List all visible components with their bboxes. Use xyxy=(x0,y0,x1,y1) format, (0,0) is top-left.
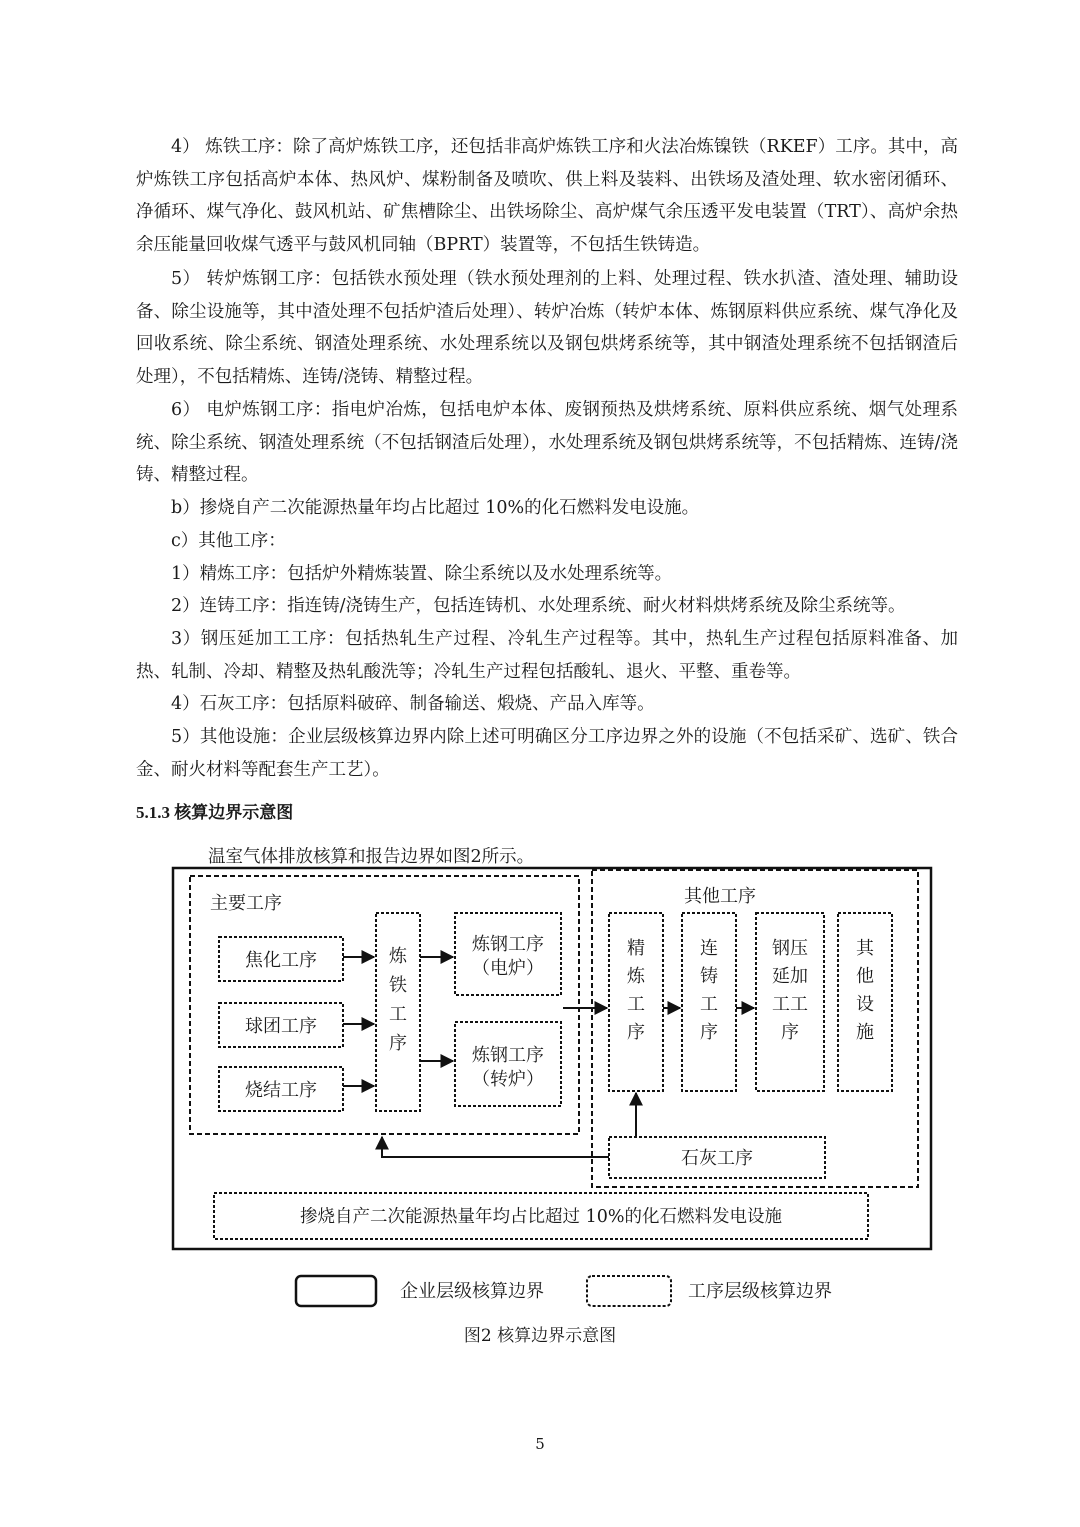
paragraph-bof-steelmaking: 5） 转炉炼钢工序：包括铁水预处理（铁水预处理剂的上料、处理过程、铁水扒渣、渣处理、辅助设备、除尘设施等，其中渣处理不包括炉渣后处理）、转炉冶炼（转炉本体、炼钢原料供应系统、煤气净化及回收系统、除尘系统、钢渣处理系统、水处理系统以及钢包烘烤系统等，其中钢渣处理系统不包括钢渣后处理），不包括精炼、连铸/浇铸、精整过程。 xyxy=(136,269,958,387)
legend-enterprise-label: 企业层级核算边界 xyxy=(400,1281,544,1302)
arrow-lime-to-main-group xyxy=(382,1137,609,1157)
diagram-intro: 温室气体排放核算和报告边界如图2所示。 xyxy=(208,847,535,867)
rolling-line: 延加 xyxy=(772,966,808,987)
ironmaking-char: 序 xyxy=(389,1033,407,1054)
bof-label-line2: （转炉） xyxy=(472,1069,544,1090)
pellet-label: 球团工序 xyxy=(245,1016,317,1037)
section-title: 5.1.3 核算边界示意图 xyxy=(136,803,294,822)
other-facilities-char: 他 xyxy=(856,966,874,987)
paragraph-rolling: 3）钢压延加工工序：包括热轧生产过程、冷轧生产过程等。其中，热轧生产过程包括原料准备、加热、轧制、冷却、精整及热轧酸洗等；冷轧生产过程包括酸轧、退火、平整、重卷等。 xyxy=(136,629,958,682)
paragraph-casting: 2）连铸工序：指连铸/浇铸生产，包括连铸机、水处理系统、耐火材料烘烤系统及除尘系统等。 xyxy=(171,596,906,616)
casting-char: 序 xyxy=(700,1022,718,1043)
casting-char: 连 xyxy=(700,938,718,959)
page-number: 5 xyxy=(535,1435,545,1453)
ironmaking-char: 工 xyxy=(389,1004,407,1025)
legend-enterprise-swatch xyxy=(296,1276,376,1306)
main-group-label: 主要工序 xyxy=(210,893,282,914)
casting-char: 工 xyxy=(700,994,718,1015)
paragraph-power-facility: b）掺烧自产二次能源热量年均占比超过 10%的化石燃料发电设施。 xyxy=(171,498,700,518)
legend-process-swatch xyxy=(587,1276,671,1306)
other-facilities-char: 设 xyxy=(856,994,874,1015)
refining-char: 炼 xyxy=(627,966,645,987)
paragraph-refining: 1）精炼工序：包括炉外精炼装置、除尘系统以及水处理系统等。 xyxy=(171,564,673,584)
figure-caption: 图2 核算边界示意图 xyxy=(463,1326,617,1346)
refining-char: 序 xyxy=(627,1022,645,1043)
paragraph-lime: 4）石灰工序：包括原料破碎、制备输送、煅烧、产品入库等。 xyxy=(171,694,655,714)
power-facility-label: 掺烧自产二次能源热量年均占比超过 10%的化石燃料发电设施 xyxy=(300,1207,782,1227)
paragraph-other-facilities: 5）其他设施：企业层级核算边界内除上述可明确区分工序边界之外的设施（不包括采矿、选矿、铁合金、耐火材料等配套生产工艺）。 xyxy=(136,727,958,780)
bof-label-line1: 炼钢工序 xyxy=(472,1045,544,1066)
lime-label: 石灰工序 xyxy=(681,1148,753,1169)
other-facilities-char: 其 xyxy=(856,938,874,959)
refining-char: 工 xyxy=(627,994,645,1015)
rolling-line: 工工 xyxy=(772,994,808,1015)
paragraph-eaf-steelmaking: 6） 电炉炼钢工序：指电炉冶炼，包括电炉本体、废钢预热及烘烤系统、原料供应系统、烟气处理系统、除尘系统、钢渣处理系统（不包括钢渣后处理），水处理系统及钢包烘烤系统等，不包括精炼、连铸/浇铸、精整过程。 xyxy=(136,400,958,485)
paragraph-ironmaking: 4） 炼铁工序：除了高炉炼铁工序，还包括非高炉炼铁工序和火法冶炼镍铁（RKEF）工序。其中，高炉炼铁工序包括高炉本体、热风炉、煤粉制备及喷吹、供上料及装料、出铁场及渣处理、软水密闭循环、净循环、煤气净化、鼓风机站、矿焦槽除尘、出铁场除尘、高炉煤气余压透平发电装置（TRT）、高炉余热余压能量回收煤气透平与鼓风机同轴（BPRT）装置等，不包括生铁铸造。 xyxy=(136,137,958,255)
other-group-label: 其他工序 xyxy=(684,886,756,907)
eaf-label-line2: （电炉） xyxy=(472,958,544,979)
ironmaking-char: 铁 xyxy=(389,975,407,996)
sinter-label: 烧结工序 xyxy=(245,1080,317,1101)
refining-char: 精 xyxy=(627,938,645,959)
enterprise-boundary xyxy=(173,868,931,1249)
rolling-line: 钢压 xyxy=(772,938,808,959)
other-facilities-char: 施 xyxy=(856,1022,874,1043)
ironmaking-char: 炼 xyxy=(389,946,407,967)
paragraph-other-processes: c）其他工序： xyxy=(171,531,286,551)
casting-char: 铸 xyxy=(700,966,718,987)
rolling-line: 序 xyxy=(781,1022,799,1043)
eaf-label-line1: 炼钢工序 xyxy=(472,934,544,955)
coking-label: 焦化工序 xyxy=(245,950,317,971)
legend-process-label: 工序层级核算边界 xyxy=(688,1281,832,1302)
